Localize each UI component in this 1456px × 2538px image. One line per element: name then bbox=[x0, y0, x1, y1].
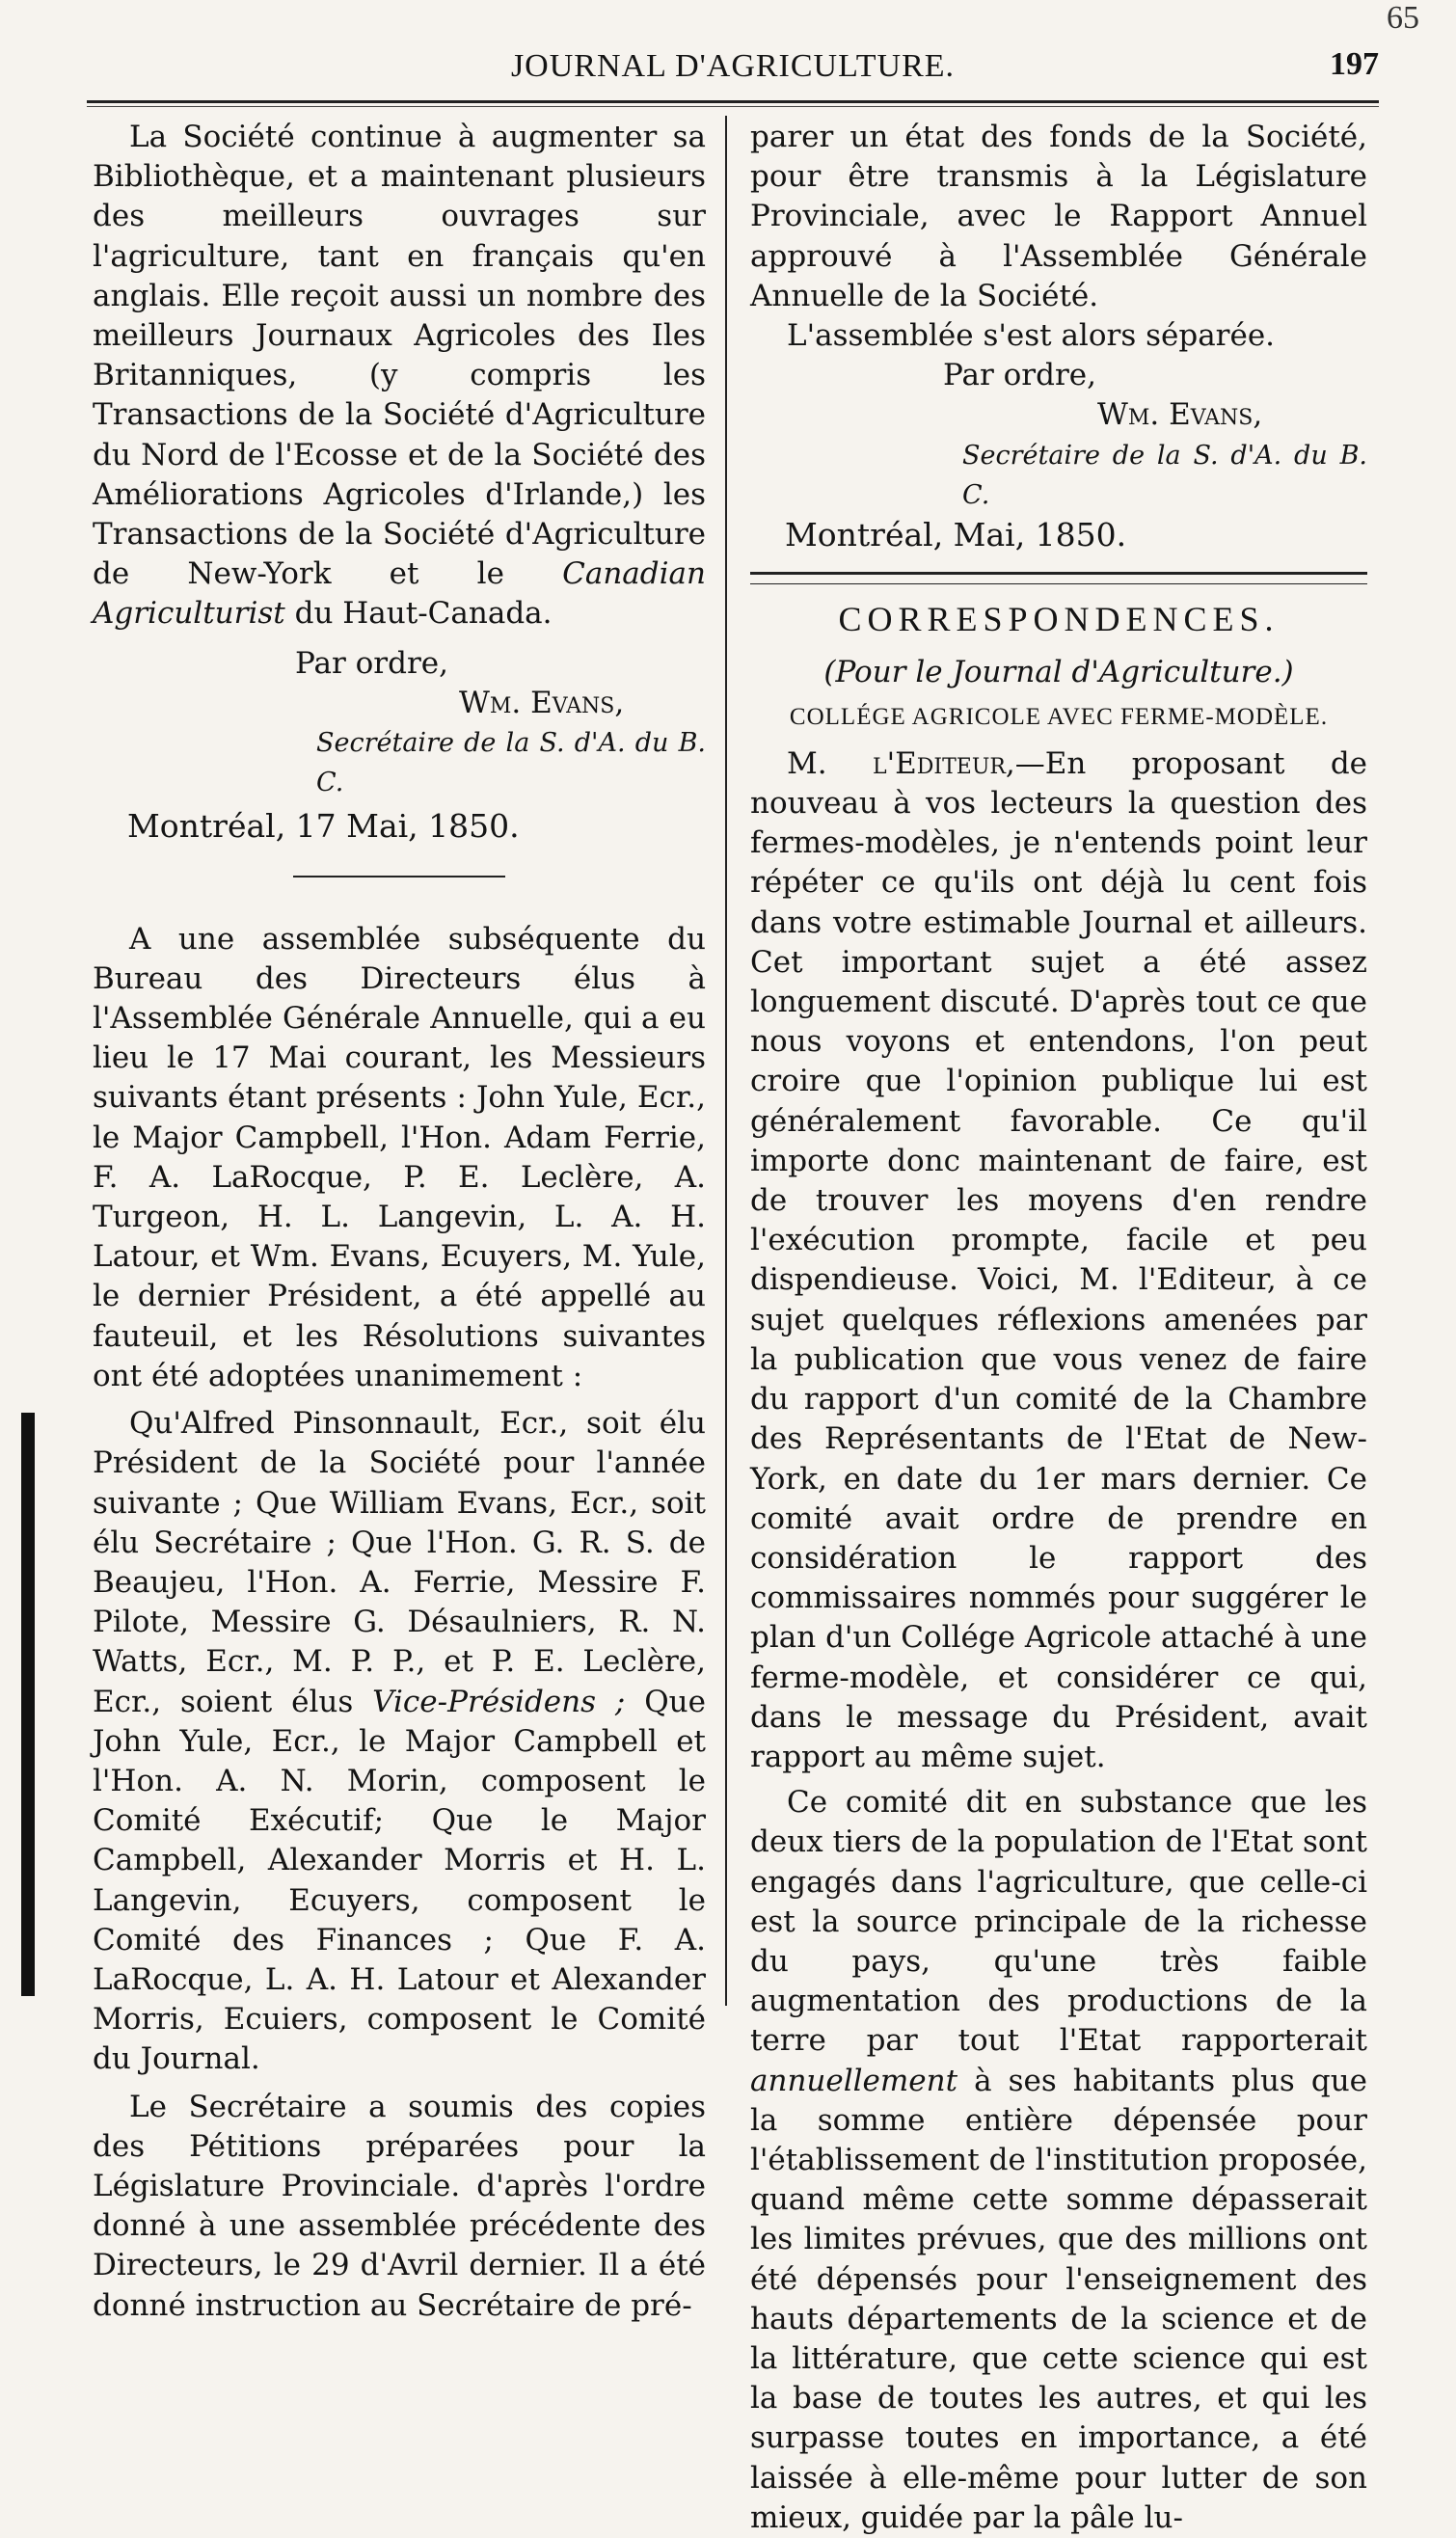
left-column bbox=[93, 118, 706, 2326]
header-rule bbox=[87, 100, 1379, 103]
right-double-rule bbox=[750, 572, 1367, 584]
right-signature-title: Secrétaire de la S. d'A. du B. C. bbox=[962, 440, 1367, 510]
right-paragraph-comite: Ce comité dit en substance que les deux tiers de la population de l'Etat sont engagés dans l'agriculture, que celle-ci est la source principale de la richesse du pays, qu'une très faible augmentation des productions de la terre par tout l'Etat rapporterait annuellement à ses habitants plus que la somme entière dépensée pour l'établissement de l'institution proposée, quand même cette somme dépasserait les limites prévues, que des millions ont été dépensés pour l'enseignement des hauts départements de la science et de la littérature, que cette science qui est la base de toutes les autres, et qui les surpasse toutes en importance, a été laissée à elle-même pour lutter de son mieux, guidée par la pâle lu- bbox=[750, 1785, 1368, 2535]
scan-margin-bar bbox=[21, 1413, 35, 1996]
right-place-date: Montréal, Mai, 1850. bbox=[785, 516, 1127, 554]
handwritten-margin-note: 65 bbox=[1387, 0, 1419, 36]
left-paragraph-assemblee: A une assemblée subséquente du Bureau des Directeurs élus à l'Assemblée Générale Annuelle, qui a eu lieu le 17 Mai courant, les Messieurs suivants étant présents : John Yule, Ecr., le Major Campbell, l'Hon. Adam Ferrie, F. A. LaRocque, P. E. Leclère, A. Turgeon, H. L. Langevin, L. A. H. Latour, et Wm. Evans, Ecuyers, M. Yule, le dernier Président, a été appellé au fauteuil, et les Résolutions suivantes ont été adoptées unanimement : bbox=[93, 921, 706, 1393]
left-signature-title: Secrétaire de la S. d'A. du B. C. bbox=[316, 728, 706, 798]
right-par-ordre: Par ordre, bbox=[943, 358, 1096, 393]
header-rule-thin bbox=[87, 106, 1379, 107]
page-header bbox=[87, 42, 1379, 91]
left-section-divider bbox=[293, 876, 505, 878]
column-separator bbox=[725, 116, 727, 2006]
right-paragraph-separee: L'assemblée s'est alors séparée. bbox=[787, 318, 1276, 354]
right-paragraph-continuation: parer un état des fonds de la Société, pour être transmis à la Législature Provinciale, avec le Rapport Annuel approuvé à l'Assemblée Générale Annuelle de la Société. bbox=[750, 120, 1367, 313]
section-subheading: (Pour le Journal d'Agriculture.) bbox=[823, 655, 1294, 690]
left-place-date: Montréal, 17 Mai, 1850. bbox=[127, 807, 520, 846]
left-par-ordre: Par ordre, bbox=[295, 645, 448, 681]
left-paragraph-petitions: Le Secrétaire a soumis des copies des Pétitions préparées pour la Législature Provinciale. d'après l'ordre donné à une assemblée précédente des Directeurs, le 29 d'Avril dernier. Il a été donné instruction au Secrétaire de pré- bbox=[93, 2089, 706, 2323]
left-paragraph-bibliotheque: La Société continue à augmenter sa Bibliothèque, et a maintenant plusieurs des meilleurs ouvrages sur l'agriculture, tant en français qu'en anglais. Elle reçoit aussi un nombre des meilleurs Journaux Agricoles des Iles Britanniques, (y compris les Transactions de la Société d'Agriculture du Nord de l'Ecosse et de la Société des Améliorations Agricoles d'Irlande,) les Transactions de la Société d'Agriculture de New-York et le Canadian Agriculturist du Haut-Canada. bbox=[93, 120, 706, 632]
right-paragraph-editeur: M. l'Editeur,—En proposant de nouveau à vos lecteurs la question des fermes-modèles, je n'entends point leur répéter ce qu'ils ont déjà lu cent fois dans votre estimable Journal et ailleurs. Cet important sujet a été assez longuement discuté. D'après tout ce que nous voyons et entendons, l'on peut croire que l'opinion publique lui est généralement favorable. Ce qu'il importe donc maintenant de faire, est de trouver les moyens d'en rendre l'exécution prompte, facile et peu dispendieuse. Voici, M. l'Editeur, à ce sujet quelques réflexions amenées par la publication que vous venez de faire du rapport d'un comité de la Chambre des Représentants de l'Etat de New-York, en date du 1er mars dernier. Ce comité avait ordre de prendre en considération le rapport des commissaires nommés pour suggérer le plan d'un Collége Agricole attaché à une ferme-modèle, et considérer ce qui, dans le message du Président, avait rapport au même sujet. bbox=[750, 745, 1368, 1774]
right-signature-name: Wm. Evans, bbox=[1097, 397, 1263, 433]
section-heading: CORRESPONDENCES. bbox=[838, 600, 1280, 639]
page-number: 197 bbox=[1330, 46, 1379, 82]
left-paragraph-elections: Qu'Alfred Pinsonnault, Ecr., soit élu Président de la Société pour l'année suivante ; Que William Evans, Ecr., soit élu Secrétaire ; Que l'Hon. G. R. S. de Beaujeu, l'Hon. A. Ferrie, Messire F. Pilote, Messire G. Désaulniers, R. N. Watts, Ecr., M. P. P., et P. E. Leclère, Ecr., soient élus Vice-Présidens ; Que John Yule, Ecr., le Major Campbell et l'Hon. A. N. Morin, composent le Comité Exécutif; Que le Major Campbell, Alexander Morris et H. L. Langevin, Ecuyers, composent le Comité des Finances ; Que F. A. LaRocque, L. A. H. Latour et Alexander Morris, Ecuiers, composent le Comité du Journal. bbox=[93, 1406, 706, 2077]
left-signature-name: Wm. Evans, bbox=[459, 685, 625, 720]
journal-title: JOURNAL D'AGRICULTURE. bbox=[510, 48, 956, 84]
right-column bbox=[750, 118, 1367, 2538]
article-title: COLLÉGE AGRICOLE AVEC FERME-MODÈLE. bbox=[789, 703, 1329, 730]
